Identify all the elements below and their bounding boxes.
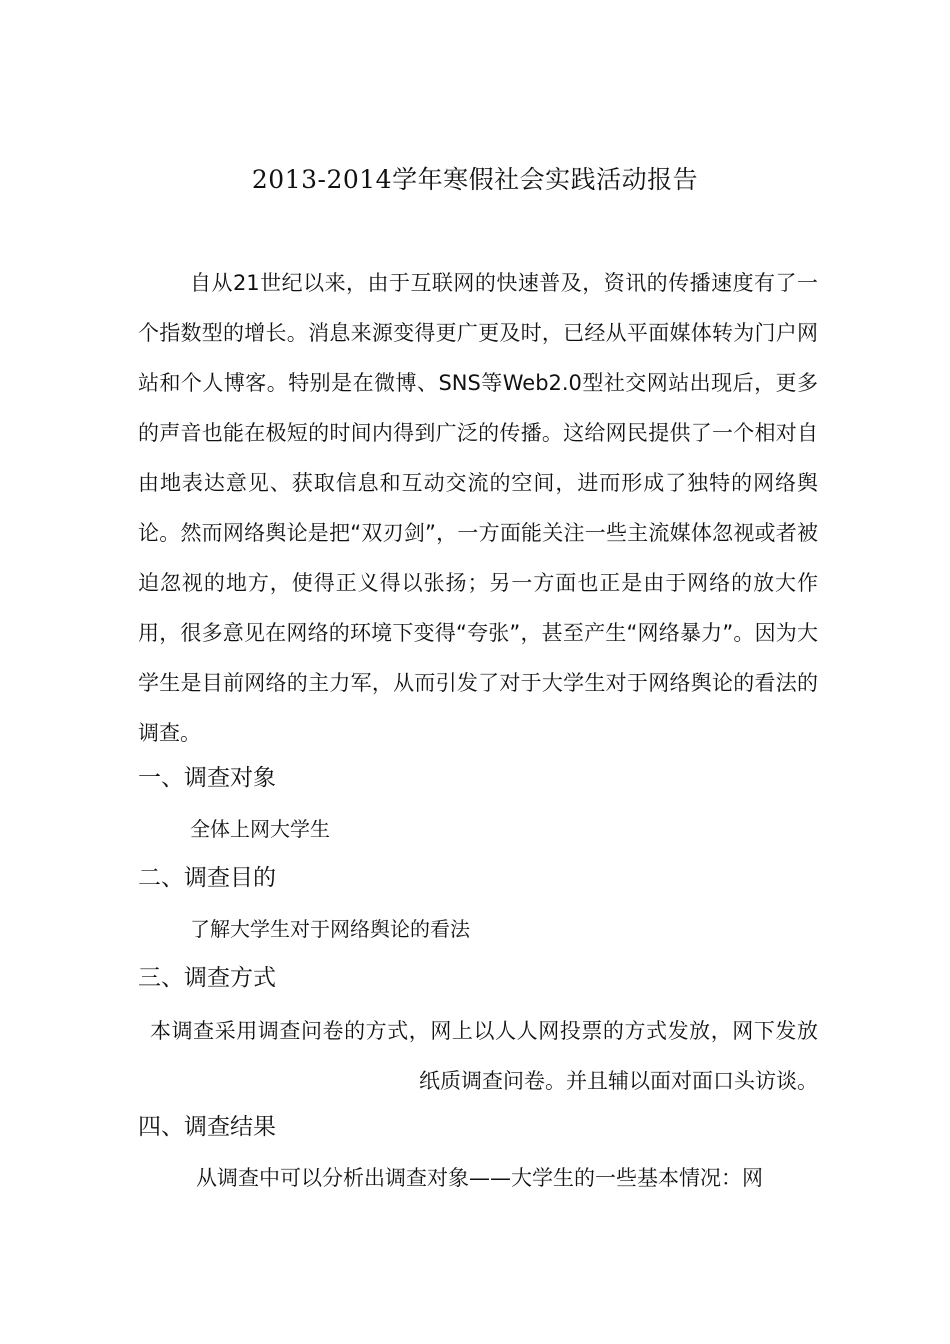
section-heading-purpose: 二、调查目的	[138, 865, 276, 891]
document-title: 2013-2014学年寒假社会实践活动报告	[251, 165, 699, 194]
section-body-method: 本调查采用调查问卷的方式，网上以人人网投票的方式发放，网下发放纸质调查问卷。并且辅以面对面口头访谈。	[150, 1019, 818, 1093]
section-body-purpose: 了解大学生对于网络舆论的看法	[190, 917, 470, 941]
section-heading-subjects: 一、调查对象	[138, 765, 276, 791]
intro-paragraph: 自从21世纪以来，由于互联网的快速普及，资讯的传播速度有了一个指数型的增长。消息来源变得更广更及时，已经从平面媒体转为门户网站和个人博客。特别是在微博、SNS等Web2.0型社交网站出现后，更多的声音也能在极短的时间内得到广泛的传播。这给网民提供了一个相对自由地表达意见、获取信息和互动交流的空间，进而形成了独特的网络舆论。然而网络舆论是把“双刃剑”，一方面能关注一些主流媒体忽视或者被迫忽视的地方，使得正义得以张扬；另一方面也正是由于网络的放大作用，很多意见在网络的环境下变得“夸张”，甚至产生“网络暴力”。因为大学生是目前网络的主力军，从而引发了对于大学生对于网络舆论的看法的调查。	[138, 271, 818, 745]
section-body-subjects: 全体上网大学生	[190, 817, 330, 841]
section-body-results: 从调查中可以分析出调查对象——大学生的一些基本情况：网	[196, 1166, 763, 1190]
section-heading-method: 三、调查方式	[138, 965, 276, 991]
section-heading-results: 四、调查结果	[138, 1114, 276, 1140]
